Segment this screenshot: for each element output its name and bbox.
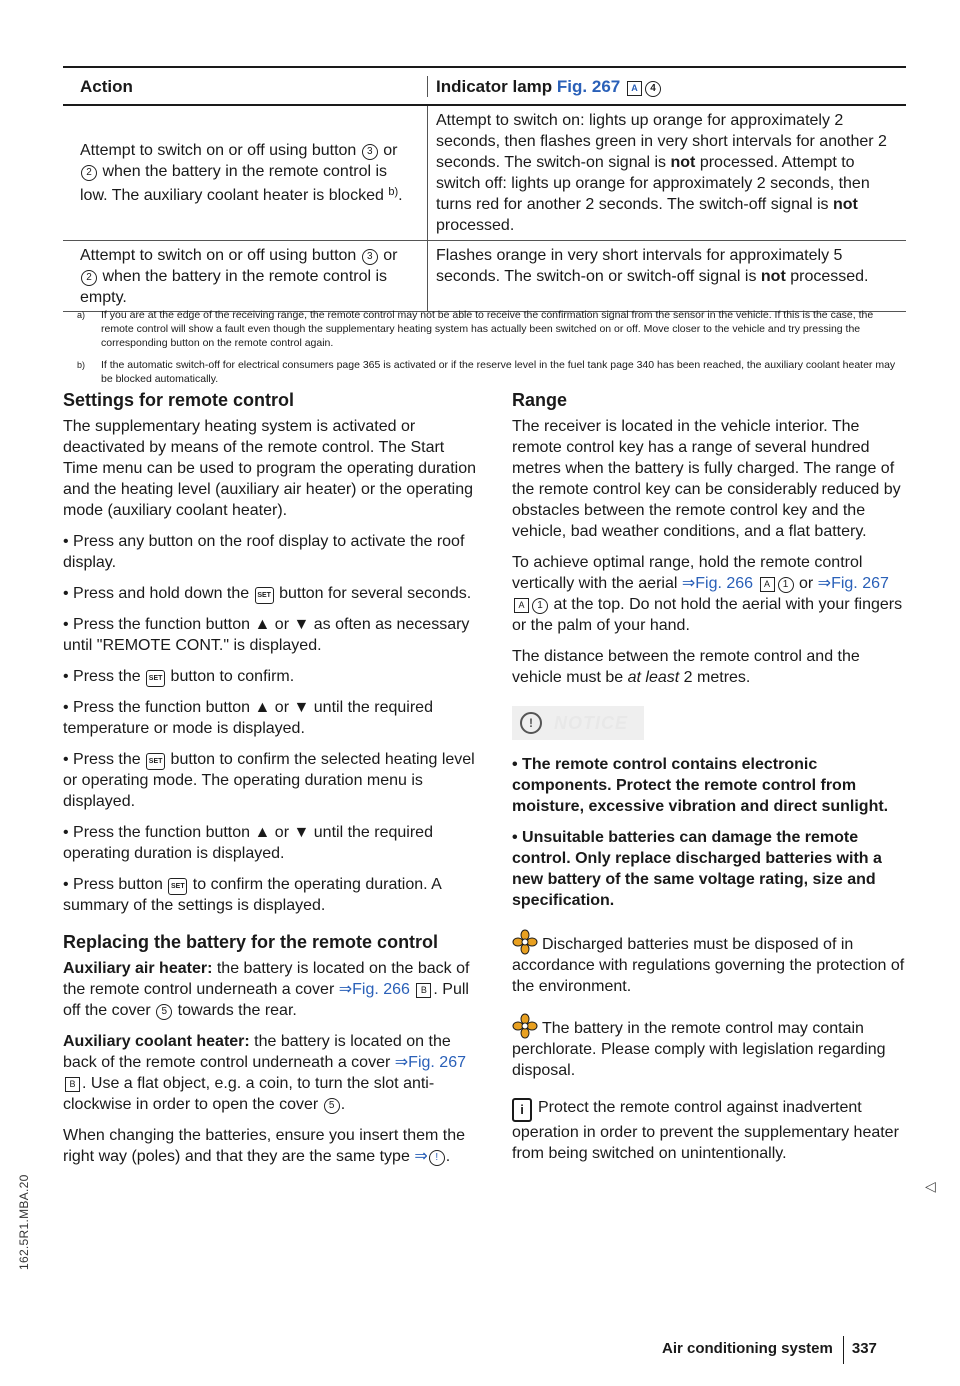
settings-intro: The supplementary heating system is activated or deactivated by means of the remote control. The Start Time menu can be used to program the operating duration and the heating level (auxiliary air heater) or the operating mode (auxiliary coolant heater).: [63, 418, 476, 519]
coolant-heater-paragraph: [63, 1031, 483, 1115]
notice-item-2: • Unsuitable batteries can damage the remote control. Only replace discharged batteries with a new battery of the same voltage rating, size and specification.: [512, 829, 882, 909]
button-2-circle: 2: [81, 165, 97, 181]
document-id: 162.5R1.MBA.20: [17, 1174, 31, 1270]
notice-box: [512, 706, 644, 740]
row1-ind-text-c: processed.: [436, 217, 515, 234]
button-3-circle: 3: [362, 144, 378, 160]
header-fig-square: A: [627, 81, 642, 96]
step-6-text-a: • Press the: [63, 751, 141, 768]
row2-action-text-a: Attempt to switch on or off using button: [80, 247, 357, 264]
notice-link-arrow: ⇒: [414, 1148, 428, 1165]
down-arrow-icon: ▼: [293, 699, 310, 716]
row1-ind-text-a: Attempt to switch on: lights up orange for approximately 2 seconds, then flashes green in very short intervals for another 2 seconds. The switch-on signal is: [436, 112, 887, 171]
step-3-text-a: • Press the function button: [63, 616, 251, 633]
step-3: [63, 614, 483, 656]
range-p2-text-a: To achieve optimal range, hold the remote control vertically with the aerial: [512, 554, 863, 592]
range-p3-text-a: The distance between the remote control and the vehicle must be: [512, 648, 860, 686]
set-button-icon: SET: [146, 753, 165, 770]
heading-replacing-battery: Replacing the battery for the remote control: [63, 932, 439, 952]
down-arrow-icon: ▼: [293, 824, 310, 841]
environment-note-2: [512, 1013, 910, 1081]
button-2-circle: 2: [81, 270, 97, 286]
row2-ind-text-a: Flashes orange in very short intervals for approximately 5 seconds. The switch-on or switch-off signal is: [436, 247, 843, 285]
footnote-mark: a): [77, 310, 86, 320]
step-1: • Press any button on the roof display to activate the roof display.: [63, 533, 465, 571]
set-button-icon: SET: [255, 587, 274, 604]
fig-267-link[interactable]: ⇒Fig. 267: [394, 1054, 466, 1071]
battery-change-paragraph: [63, 1125, 483, 1167]
environment-flower-icon: [512, 1013, 538, 1039]
step-4-text-b: button to confirm.: [170, 668, 295, 685]
step-2-text-a: • Press and hold down the: [63, 585, 250, 602]
range-paragraph-3: [512, 646, 910, 688]
header-circle-number: 4: [645, 81, 661, 97]
step-2-text-b: button for several seconds.: [279, 585, 472, 602]
notice-link[interactable]: [414, 1148, 445, 1165]
row2-action-text-b: or: [383, 247, 398, 264]
aerial-1-circle: 1: [778, 577, 794, 593]
row2-ind-bold: not: [760, 268, 786, 285]
cover-5-circle: 5: [156, 1004, 172, 1020]
table-row: [63, 241, 906, 312]
environment-note-2-text: The battery in the remote control may contain perchlorate. Please comply with legislation regarding disposal.: [512, 1020, 886, 1079]
environment-note-1: [512, 929, 910, 997]
header-indicator-label: Indicator lamp: [436, 76, 553, 96]
row1-indicator: [428, 106, 906, 240]
header-indicator: [428, 76, 906, 97]
fig-square-a: A: [514, 598, 529, 613]
row2-action-text-c: when the battery in the remote control is empty.: [80, 268, 388, 306]
page-footer: [662, 1336, 877, 1364]
down-arrow-icon: ▼: [293, 616, 310, 633]
step-8-text-b: to confirm the operating duration. A summary of the settings is displayed.: [63, 876, 441, 914]
row2-action: [63, 241, 428, 311]
row2-indicator: [428, 241, 906, 311]
button-3-circle: 3: [362, 249, 378, 265]
fig-266-link[interactable]: ⇒Fig. 266: [338, 981, 410, 998]
range-paragraph-1: The receiver is located in the vehicle interior. The remote control key has a range of several hundred metres when the battery is fully charged. The range of the remote control key can be considerably reduced by obstacles between the remote control key and the vehicle, bad weather conditions, and a flat battery.: [512, 418, 901, 540]
set-button-icon: SET: [168, 878, 187, 895]
info-note: [512, 1097, 910, 1164]
header-action: Action: [63, 76, 428, 97]
set-button-icon: SET: [146, 670, 165, 687]
step-8-text-a: • Press button: [63, 876, 163, 893]
environment-flower-icon: [512, 929, 538, 955]
range-p3-italic: at least: [627, 669, 680, 686]
step-2: [63, 583, 483, 604]
row1-action-text-c: when the battery in the remote control is low. The auxiliary coolant heater is blocked: [80, 163, 388, 204]
step-7: [63, 822, 483, 864]
left-column: [63, 388, 483, 1177]
footnotes: [77, 308, 907, 394]
footnote-text: If you are at the edge of the receiving range, the remote control may not be able to receive the confirmation signal from the sensor in the vehicle. If this is the case, the remote control will show a fault even though the supplementary heating system has actually been switched on or off. Move closer to the vehicle and try pressing the corresponding button on the remote control again.: [101, 309, 874, 349]
row1-action-text-a: Attempt to switch on or off using button: [80, 142, 357, 159]
table-row: [63, 106, 906, 241]
step-7-text-c: until the required operating duration is displayed.: [63, 824, 433, 862]
coolant-heater-text-a: the battery is located on the back of the remote control underneath a cover: [63, 1033, 451, 1071]
heading-settings: Settings for remote control: [63, 390, 295, 410]
step-5-text-c: until the required temperature or mode is displayed.: [63, 699, 433, 737]
air-heater-text-c: towards the rear.: [177, 1002, 297, 1019]
step-5-text-b: or: [274, 699, 290, 716]
info-note-text: Protect the remote control against inadvertent operation in order to prevent the supplementary heater from being switched on unintentionally.: [512, 1099, 899, 1162]
range-p2-text-c: at the top. Do not hold the aerial with your fingers or the palm of your hand.: [512, 596, 903, 634]
row1-action: [63, 106, 428, 240]
aerial-1-circle: 1: [532, 598, 548, 614]
row1-ind-bold-2: not: [832, 196, 858, 213]
footnote-mark: b): [77, 360, 86, 370]
footer-section-title: Air conditioning system: [662, 1336, 844, 1364]
battery-change-text-b: .: [445, 1148, 451, 1165]
fig-266-link[interactable]: ⇒Fig. 266: [681, 575, 754, 592]
air-heater-paragraph: [63, 958, 483, 1021]
air-heater-text-a: the battery is located on the back of the remote control underneath a cover: [63, 960, 470, 998]
step-4: [63, 666, 483, 687]
footnote-b: [77, 358, 907, 386]
page-number: 337: [851, 1340, 877, 1357]
range-p2-text-b: or: [798, 575, 814, 592]
step-6-text-b: button to confirm the selected heating level or operating mode. The operating duration menu is displayed.: [63, 751, 475, 810]
step-7-text-a: • Press the function button: [63, 824, 251, 841]
row1-action-end: .: [398, 187, 403, 204]
heading-range: Range: [512, 390, 568, 410]
step-5-text-a: • Press the function button: [63, 699, 251, 716]
step-7-text-b: or: [274, 824, 290, 841]
row1-ind-bold-1: not: [670, 154, 696, 171]
air-heater-text-b: . Pull off the cover: [63, 981, 469, 1019]
range-paragraph-2: [512, 552, 910, 636]
step-3-text-c: as often as necessary until "REMOTE CONT." is displayed.: [63, 616, 470, 654]
notice-label: NOTICE: [554, 712, 629, 733]
environment-note-1-text: Discharged batteries must be disposed of in accordance with regulations governing the protection of the environment.: [512, 936, 905, 995]
up-arrow-icon: ▲: [254, 699, 271, 716]
up-arrow-icon: ▲: [254, 824, 271, 841]
row2-ind-text-b: processed.: [790, 268, 869, 285]
battery-change-text-a: When changing the batteries, ensure you insert them the right way (poles) and that they are the same type: [63, 1127, 466, 1165]
fig-square-b: B: [416, 983, 431, 998]
row1-action-text-b: or: [383, 142, 398, 159]
notice-circle-icon: !: [520, 712, 542, 734]
info-icon: i: [512, 1098, 532, 1122]
step-6: [63, 749, 483, 812]
fig-267-link[interactable]: ⇒Fig. 267: [817, 575, 889, 592]
notice-circle-icon: !: [429, 1150, 445, 1166]
cover-5-circle: 5: [324, 1098, 340, 1114]
coolant-heater-text-b: . Use a flat object, e.g. a coin, to turn the slot anti-clockwise in order to open the cover: [63, 1075, 435, 1113]
air-heater-label: Auxiliary air heater:: [63, 960, 213, 977]
footnote-ref-b: b): [388, 186, 399, 198]
indicator-table: [63, 66, 906, 312]
step-4-text-a: • Press the: [63, 668, 141, 685]
row1-ind-text-b: processed. Attempt to switch off: lights up orange for approximately 2 seconds, then turns red for another 2 seconds. The switch-off signal is: [436, 154, 870, 213]
coolant-heater-text-c: .: [340, 1096, 346, 1113]
notice-item-1: • The remote control contains electronic components. Protect the remote control from moisture, excessive vibration and direct sunlight.: [512, 756, 889, 815]
coolant-heater-label: Auxiliary coolant heater:: [63, 1033, 250, 1050]
step-3-text-b: or: [274, 616, 290, 633]
up-arrow-icon: ▲: [254, 616, 271, 633]
right-column: [512, 388, 910, 1174]
footnote-text: If the automatic switch-off for electrical consumers page 365 is activated or if the reserve level in the fuel tank page 340 has been reached, the auxiliary coolant heater may be blocked automatically.: [101, 359, 896, 385]
fig-square-b: B: [65, 1077, 80, 1092]
fig-square-a: A: [760, 577, 775, 592]
section-end-marker: ◁: [925, 1178, 936, 1194]
step-8: [63, 874, 483, 916]
step-5: [63, 697, 483, 739]
range-p3-text-b: 2 metres.: [683, 669, 751, 686]
table-header-row: [63, 66, 906, 106]
header-fig-ref[interactable]: Fig. 267: [556, 76, 621, 96]
footnote-a: [77, 308, 907, 350]
